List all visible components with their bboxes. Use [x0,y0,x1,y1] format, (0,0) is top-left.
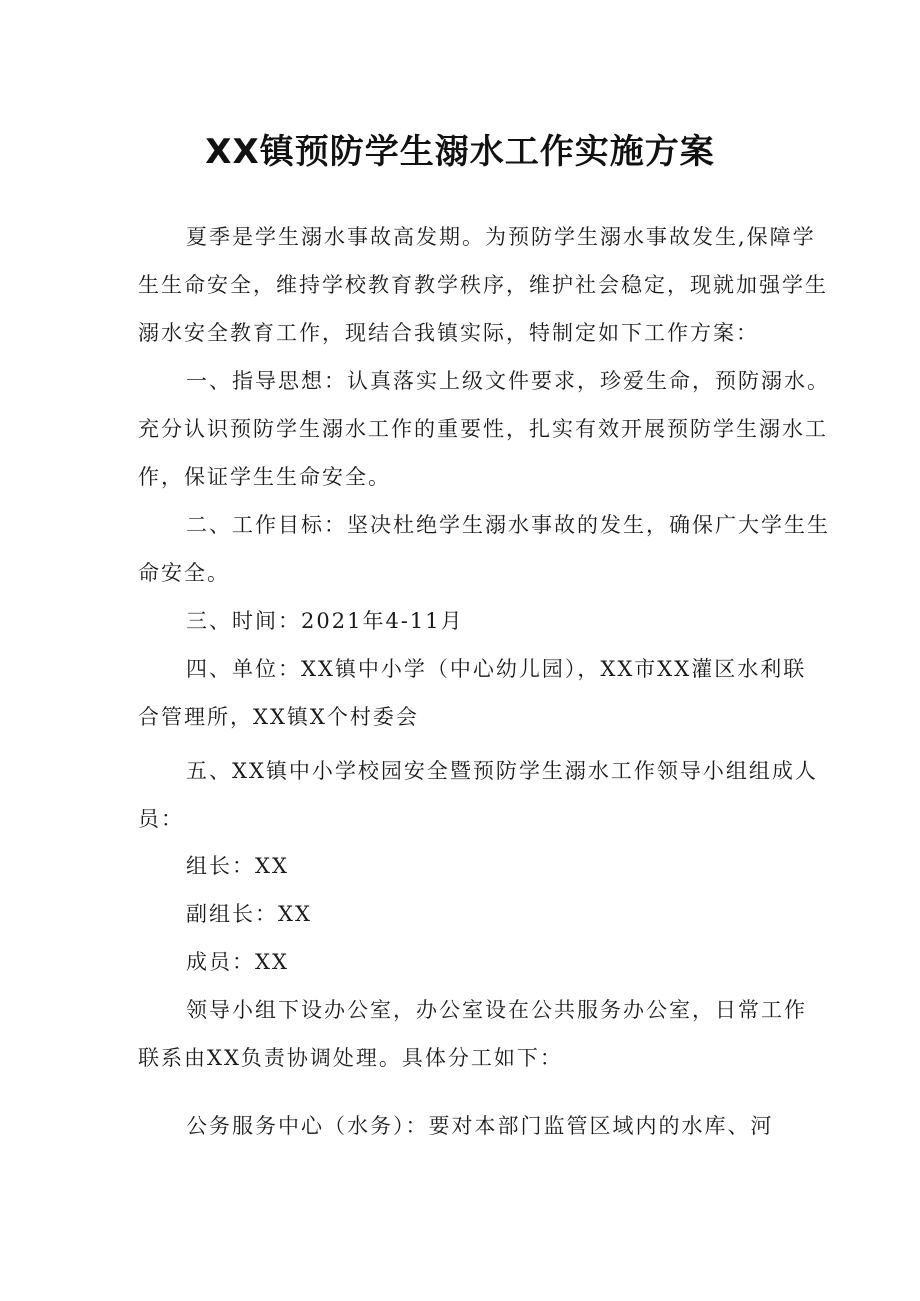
paragraph-line: 成员：XX [186,950,289,974]
paragraph-line: 五、XX镇中小学校园安全暨预防学生溺水工作领导小组组成人 [186,759,818,783]
paragraph-line: 一、指导思想：认真落实上级文件要求，珍爱生命，预防溺水。 [186,369,830,393]
paragraph-line: 公务服务中心（水务）：要对本部门监管区域内的水库、河 [186,1114,774,1138]
paragraph-line: 命安全。 [138,561,230,585]
paragraph-line: 生生命安全，维持学校教育教学秩序，维护社会稳定，现就加强学生 [138,273,828,297]
paragraph-line: 四、单位：XX镇中小学（中心幼儿园），XX市XX灌区水利联 [186,657,807,681]
paragraph-line: 溺水安全教育工作，现结合我镇实际，特制定如下工作方案： [138,321,759,345]
paragraph-line: 三、时间：2021年4-11月 [186,609,464,633]
paragraph-line: 组长：XX [186,854,289,878]
document-title: XX镇预防学生溺水工作实施方案 [205,132,715,172]
paragraph-line: 作，保证学生生命安全。 [138,465,391,489]
paragraph-line: 二、工作目标：坚决杜绝学生溺水事故的发生，确保广大学生生 [186,513,830,537]
paragraph-line: 副组长：XX [186,902,312,926]
paragraph-line: 联系由XX负责协调处理。具体分工如下： [138,1046,563,1070]
paragraph-line: 员： [138,807,184,831]
paragraph-line: 充分认识预防学生溺水工作的重要性，扎实有效开展预防学生溺水工 [138,417,828,441]
paragraph-line: 夏季是学生溺水事故高发期。为预防学生溺水事故发生,保障学 [186,225,816,249]
paragraph-line: 合管理所，XX镇X个村委会 [138,705,419,729]
paragraph-line: 领导小组下设办公室，办公室设在公共服务办公室，日常工作 [186,998,807,1022]
